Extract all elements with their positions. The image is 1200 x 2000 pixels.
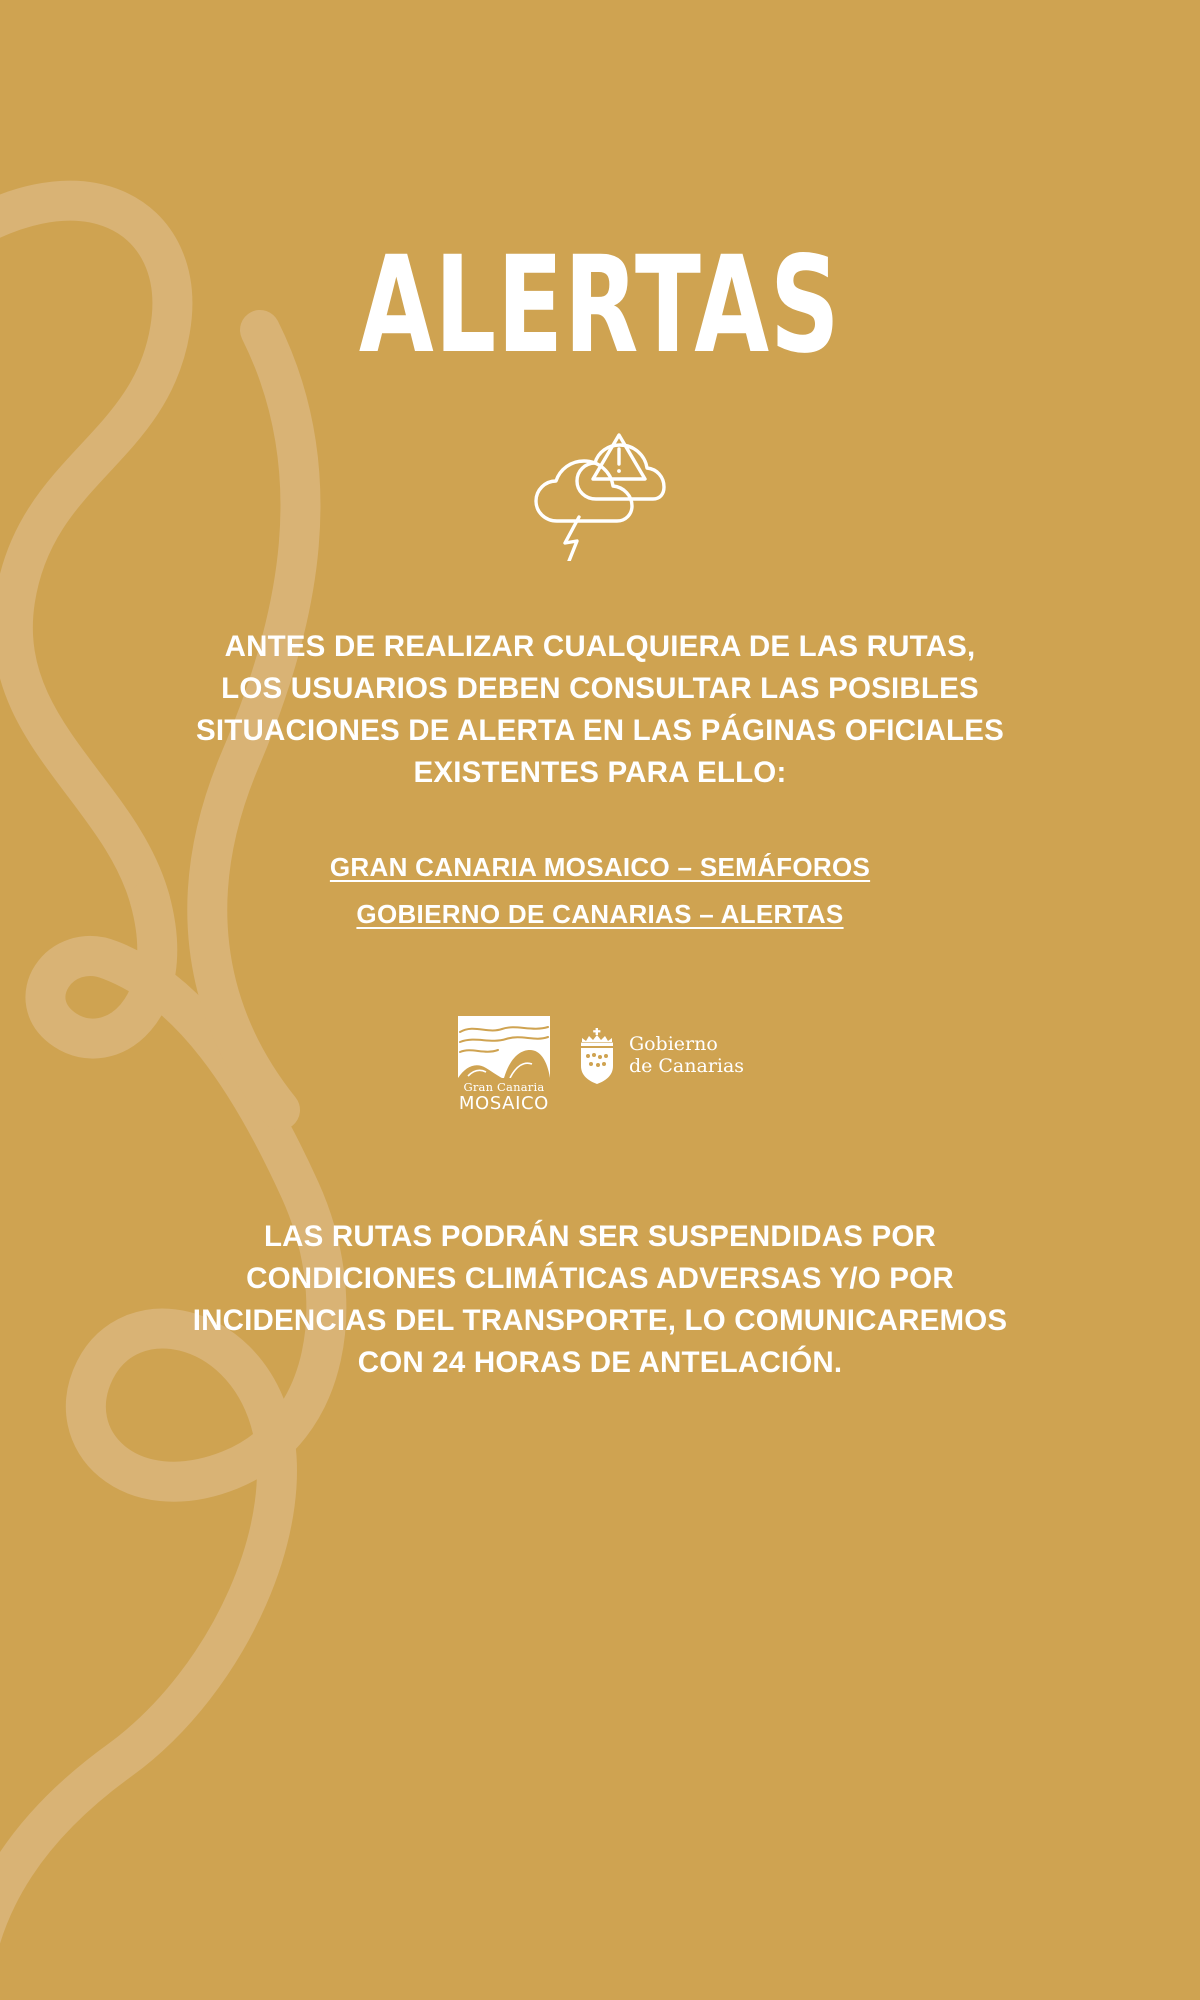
page-title: ALERTAS <box>359 226 841 383</box>
bottom-paragraph: LAS RUTAS PODRÁN SER SUSPENDIDAS POR CONDICIONES CLIMÁTICAS ADVERSAS Y/O POR INCIDENCIAS DEL TRANSPORTE, LO COMUNICAREMOS CON 24 HORAS DE ANTELACIÓN. <box>192 1219 1008 1379</box>
logo-gobierno-de-canarias <box>574 1028 744 1084</box>
logo-gran-canaria-mosaico <box>456 1016 552 1114</box>
link-gran-canaria-mosaico-semaforos[interactable]: GRAN CANARIA MOSAICO – SEMÁFOROS <box>329 851 871 882</box>
canary-islands-coat-of-arms-icon <box>574 1028 620 1084</box>
logo-gobierno-line1: Gobierno <box>628 1032 718 1055</box>
logo-row <box>456 1016 744 1114</box>
logo-mosaico-line1: Gran Canaria <box>463 1079 545 1094</box>
logo-mosaico-line2: MOSAICO <box>458 1093 549 1115</box>
logo-gobierno-line2: de Canarias <box>628 1054 745 1077</box>
logo-gobierno-text <box>629 1034 744 1078</box>
storm-cloud-warning-icon <box>500 416 700 566</box>
official-alert-links <box>330 852 870 930</box>
link-gobierno-de-canarias-alertas[interactable]: GOBIERNO DE CANARIAS – ALERTAS <box>356 898 844 929</box>
intro-paragraph: ANTES DE REALIZAR CUALQUIERA DE LAS RUTAS, LOS USUARIOS DEBEN CONSULTAR LAS POSIBLES SITUACIONES DE ALERTA EN LAS PÁGINAS OFICIALES EXISTENTES PARA ELLO: <box>196 630 1004 789</box>
gran-canaria-mosaico-landscape-mark <box>458 1016 550 1078</box>
